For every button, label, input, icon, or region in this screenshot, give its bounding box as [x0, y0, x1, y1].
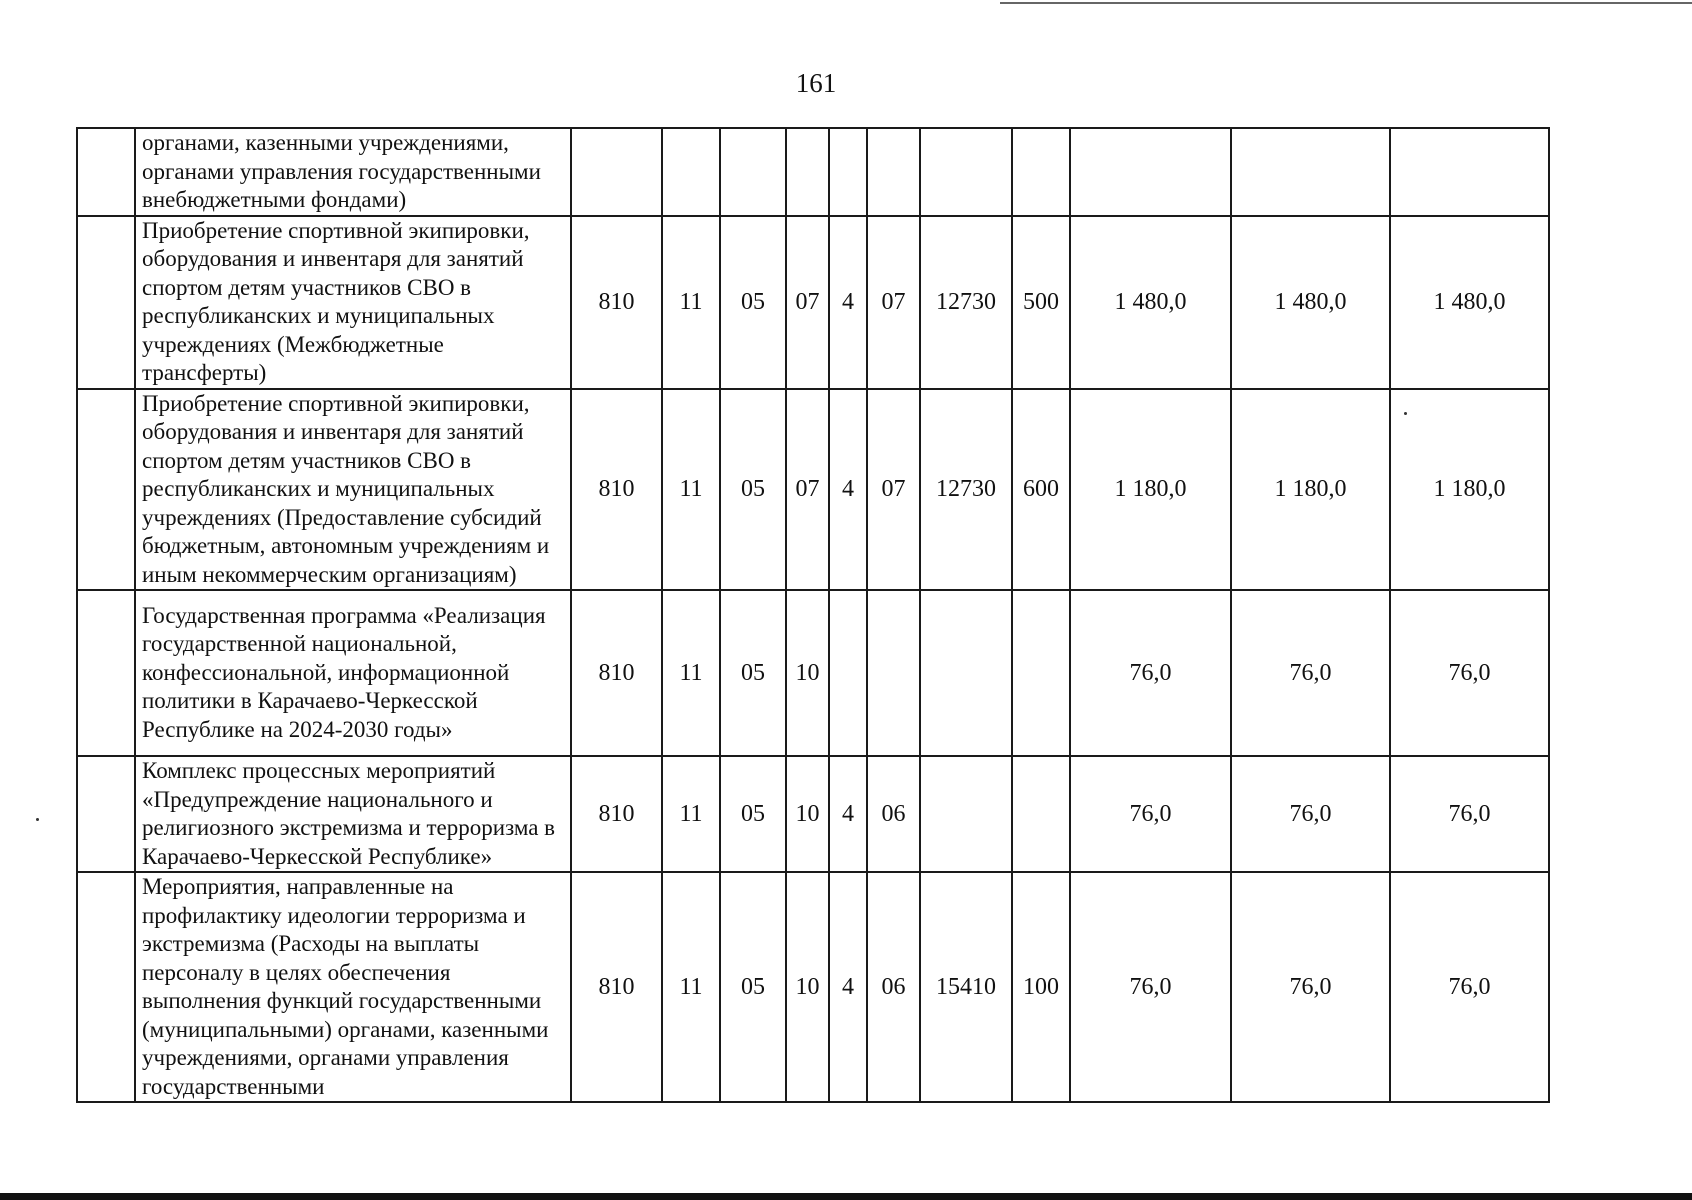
- code-cell: 12730: [920, 389, 1012, 591]
- code-cell: [867, 128, 920, 216]
- code-cell: 05: [720, 756, 786, 872]
- code-cell: 07: [786, 389, 829, 591]
- code-cell: 06: [867, 756, 920, 872]
- code-cell: 11: [662, 216, 720, 389]
- amount-cell: 1 180,0: [1231, 389, 1390, 591]
- code-cell: 4: [829, 872, 867, 1102]
- top-edge-rule: [1000, 2, 1692, 4]
- code-cell: [1012, 128, 1070, 216]
- item-name-cell: Комплекс процессных мероприятий «Предупреждение национального и религиозного экстремизма и терроризма в Карачаево-Черкесской Республике»: [135, 756, 571, 872]
- item-name-cell: Государственная программа «Реализация государственной национальной, конфессиональной, информационной политики в Карачаево-Черкесской Республике на 2024-2030 годы»: [135, 590, 571, 756]
- amount-cell: [1070, 128, 1231, 216]
- code-cell: 11: [662, 756, 720, 872]
- code-cell: [786, 128, 829, 216]
- item-name-cell: Мероприятия, направленные на профилактику идеологии терроризма и экстремизма (Расходы на выплаты персоналу в целях обеспечения выполнения функций государственными (муниципальными) органами, казенными учреждениями, органами управления государственными: [135, 872, 571, 1102]
- amount-cell: 76,0: [1070, 756, 1231, 872]
- amount-cell: 1 180,0: [1070, 389, 1231, 591]
- amount-cell: 1 480,0: [1231, 216, 1390, 389]
- code-cell: 05: [720, 872, 786, 1102]
- table-row: [77, 756, 1549, 872]
- page-number: 161: [795, 68, 837, 98]
- budget-table: [76, 127, 1550, 1103]
- row-number-cell: [77, 756, 135, 872]
- row-number-cell: [77, 128, 135, 216]
- table-row: [77, 128, 1549, 216]
- code-cell: 05: [720, 216, 786, 389]
- row-number-cell: [77, 216, 135, 389]
- amount-cell: 76,0: [1390, 756, 1549, 872]
- code-cell: 810: [571, 872, 662, 1102]
- code-cell: [1012, 756, 1070, 872]
- scan-speck: [36, 818, 39, 821]
- code-cell: 10: [786, 590, 829, 756]
- code-cell: [829, 128, 867, 216]
- code-cell: 05: [720, 389, 786, 591]
- code-cell: 11: [662, 590, 720, 756]
- code-cell: 10: [786, 872, 829, 1102]
- bottom-edge-rule: [0, 1193, 1692, 1200]
- amount-cell: 76,0: [1070, 590, 1231, 756]
- amount-cell: 1 480,0: [1070, 216, 1231, 389]
- item-name-cell: органами, казенными учреждениями, органами управления государственными внебюджетными фондами): [135, 128, 571, 216]
- code-cell: 500: [1012, 216, 1070, 389]
- amount-cell: [1231, 128, 1390, 216]
- row-number-cell: [77, 590, 135, 756]
- code-cell: [920, 756, 1012, 872]
- code-cell: 100: [1012, 872, 1070, 1102]
- amount-cell: 1 180,0: [1390, 389, 1549, 591]
- code-cell: [571, 128, 662, 216]
- row-number-cell: [77, 872, 135, 1102]
- code-cell: 4: [829, 389, 867, 591]
- code-cell: 15410: [920, 872, 1012, 1102]
- code-cell: [867, 590, 920, 756]
- code-cell: 4: [829, 756, 867, 872]
- item-name-cell: Приобретение спортивной экипировки, оборудования и инвентаря для занятий спортом детям участников СВО в республиканских и муниципальных учреждениях (Межбюджетные трансферты): [135, 216, 571, 389]
- code-cell: 810: [571, 590, 662, 756]
- amount-cell: [1390, 128, 1549, 216]
- code-cell: 05: [720, 590, 786, 756]
- code-cell: 4: [829, 216, 867, 389]
- amount-cell: 76,0: [1390, 872, 1549, 1102]
- code-cell: [662, 128, 720, 216]
- item-name-cell: Приобретение спортивной экипировки, оборудования и инвентаря для занятий спортом детям участников СВО в республиканских и муниципальных учреждениях (Предоставление субсидий бюджетным, автономным учреждениям и иным некоммерческим организациям): [135, 389, 571, 591]
- amount-cell: 76,0: [1231, 756, 1390, 872]
- code-cell: 12730: [920, 216, 1012, 389]
- code-cell: 810: [571, 389, 662, 591]
- code-cell: [720, 128, 786, 216]
- code-cell: 600: [1012, 389, 1070, 591]
- scan-speck: [1404, 412, 1407, 415]
- amount-cell: 76,0: [1231, 590, 1390, 756]
- code-cell: [920, 128, 1012, 216]
- table-row: [77, 389, 1549, 591]
- amount-cell: 76,0: [1231, 872, 1390, 1102]
- code-cell: 07: [867, 389, 920, 591]
- code-cell: 07: [867, 216, 920, 389]
- table-row: [77, 216, 1549, 389]
- code-cell: 06: [867, 872, 920, 1102]
- code-cell: [920, 590, 1012, 756]
- code-cell: 11: [662, 389, 720, 591]
- code-cell: 07: [786, 216, 829, 389]
- code-cell: [1012, 590, 1070, 756]
- table-row: [77, 590, 1549, 756]
- code-cell: 11: [662, 872, 720, 1102]
- code-cell: 10: [786, 756, 829, 872]
- row-number-cell: [77, 389, 135, 591]
- code-cell: 810: [571, 216, 662, 389]
- table-row: [77, 872, 1549, 1102]
- amount-cell: 76,0: [1390, 590, 1549, 756]
- amount-cell: 1 480,0: [1390, 216, 1549, 389]
- amount-cell: 76,0: [1070, 872, 1231, 1102]
- code-cell: 810: [571, 756, 662, 872]
- code-cell: [829, 590, 867, 756]
